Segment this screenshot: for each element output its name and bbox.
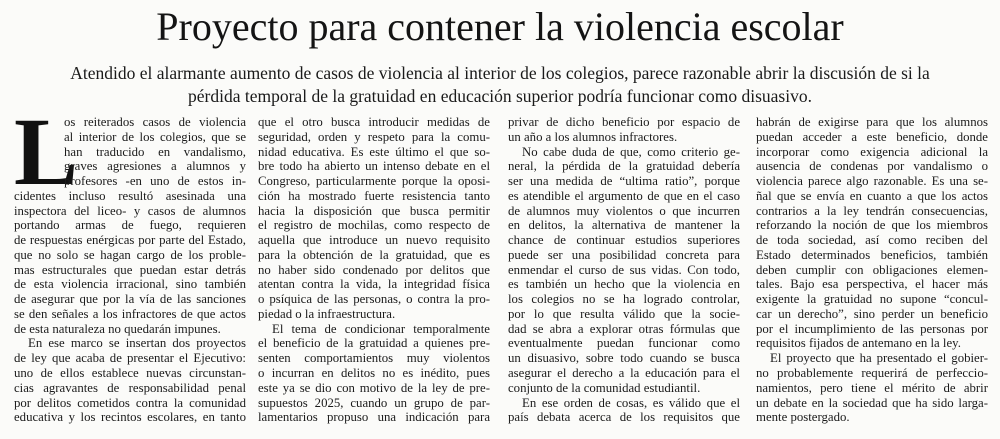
text-line: Estado determinados beneficios, también: [756, 247, 988, 262]
text-line: es atendible el argumento de que en el caso: [508, 188, 740, 203]
text-line: neral, la pérdida de la gratuidad debería: [508, 159, 740, 174]
text-line: El proyecto que ha presentado el gobier-: [770, 351, 988, 366]
text-line: en delitos, la alternativa de mantener la: [508, 218, 740, 233]
text-line: asegurar el derecho a la educación para el: [508, 366, 740, 381]
text-line: han traducido en vandalismo,: [64, 144, 246, 159]
text-line: graves agresiones a alumnos y: [64, 159, 246, 174]
text-line: puede ser una posibilidad concreta para: [508, 247, 740, 262]
text-line: un debate en la sociedad que ha sido larga-: [756, 395, 988, 410]
text-line: En ese marco se insertan dos proyectos: [28, 336, 246, 351]
text-line: no probablemente requerirá de perfeccio-: [756, 366, 988, 381]
text-line: incorporar como exigencia adicional la: [756, 144, 988, 159]
text-line: eventualmente puedan funcionar como: [508, 336, 740, 351]
text-line: deben cumplir con obligaciones elemen-: [756, 262, 988, 277]
text-line: privar de dicho beneficio por espacio de: [508, 115, 740, 129]
text-line: supuestos 2025, cuando un grupo de par-: [258, 395, 490, 410]
text-line: se den señales a los infractores de que actos: [14, 306, 246, 321]
text-line: namientos, pero tiene el mérito de abrir: [756, 380, 988, 395]
text-line: El tema de condicionar temporalmente: [272, 321, 490, 336]
text-line: que el otro busca introducir medidas de: [258, 115, 490, 129]
text-line: piedad o la infraestructura.: [258, 306, 396, 321]
text-line: ñal que se envía en cuanto a que los actos: [756, 188, 988, 203]
text-line: ausencia de condenas por vandalismo o: [756, 159, 988, 174]
text-line: de toda sociedad, así como reciben del: [756, 233, 988, 248]
text-line: de esta violencia irracional, sino también: [14, 277, 246, 292]
lead-line: pérdida temporal de la gratuidad en educación superior podría funcionar como disuasivo.: [188, 86, 812, 106]
text-line: mas estructurales que puedan estar detrás: [14, 262, 246, 277]
text-line: para la obtención de la gratuidad, que es: [258, 247, 490, 262]
drop-cap: L: [14, 98, 79, 205]
text-line: por delitos cometidos contra la comunidad: [14, 395, 246, 410]
text-line: habrán de exigirse para que los alumnos: [756, 115, 988, 129]
text-line: conjunto de la comunidad estudiantil.: [508, 380, 701, 395]
text-line: por el incumplimiento de las personas por: [756, 321, 988, 336]
text-line: mente postergado.: [756, 410, 850, 425]
text-line: ción ha mostrado fuerte resistencia tanto: [258, 188, 490, 203]
text-line: por lo que resulta válido que la socie-: [508, 306, 740, 321]
text-line: el beneficio de la gratuidad a quienes pre-: [258, 336, 490, 351]
article-column-2: [258, 115, 490, 439]
text-line: o psíquica de las personas, o contra la pro-: [258, 292, 490, 307]
text-line: o incurran en delitos no es inédito, pues: [258, 366, 490, 381]
text-line: car un derecho”, sino perder un beneficio: [756, 306, 988, 321]
text-line: cias agravantes de responsabilidad penal: [14, 380, 246, 395]
text-line: un año a los alumnos infractores.: [508, 129, 678, 144]
article-column-4: [756, 115, 988, 439]
text-line: de alumnos muy violentos o que incurren: [508, 203, 740, 218]
article-column-1: [14, 98, 246, 439]
text-line: puedan acceder a este beneficio, donde: [756, 129, 988, 144]
text-line: de ley que acaba de presentar el Ejecutivo:: [14, 351, 246, 366]
text-line: ser una medida de “ultima ratio”, porque: [508, 174, 740, 189]
text-line: educativa y los recintos escolares, en tanto: [14, 410, 246, 425]
text-line: nidad educativa. Es este último el que so-: [258, 144, 490, 159]
text-line: violencia parece algo razonable. Es una se-: [756, 174, 988, 189]
text-line: de asegurar que por la vía de las sanciones: [14, 292, 246, 307]
text-line: No cabe duda de que, como criterio ge-: [522, 144, 740, 159]
headline: Proyecto para contener la violencia escolar: [156, 4, 844, 49]
text-line: uno de ellos establece nuevas circunstan-: [14, 366, 246, 381]
text-line: senten comportamientos muy violentos: [258, 351, 490, 366]
text-line: portando armas de fuego, requieren: [14, 218, 246, 233]
text-line: contrarios a la ley tendrán consecuencias,: [756, 203, 988, 218]
text-line: seguridad, orden y respeto para la comu-: [258, 129, 490, 144]
text-line: país debata acerca de los requisitos que: [508, 410, 740, 425]
text-line: este ya se dio con motivo de la ley de pre-: [258, 380, 490, 395]
text-line: lamentarios propuso una indicación para: [258, 410, 490, 425]
text-line: un disuasivo, sobre todo cuando se busca: [508, 351, 740, 366]
text-line: tales. Bajo esa perspectiva, el hacer más: [756, 277, 988, 292]
text-line: dad se abra a explorar otras fórmulas que: [508, 321, 740, 336]
text-line: hacia la disposición que busca permitir: [258, 203, 490, 218]
text-line: no haber sido condenado por delitos que: [258, 262, 490, 277]
text-line: los colegios no se ha logrado controlar,: [508, 292, 740, 307]
lead-paragraph: [14, 62, 986, 108]
text-line: atentan contra la vida, la integridad física: [258, 277, 490, 292]
text-line: inspectora del liceo- y casos de alumnos: [14, 203, 246, 218]
text-line: chance de continuar estudios superiores: [508, 233, 740, 248]
text-line: enmendar el curso de sus vidas. Con todo,: [508, 262, 740, 277]
text-line: de esta naturaleza no quedarán impunes.: [14, 321, 221, 336]
text-line: En ese orden de cosas, es válido que el: [522, 395, 740, 410]
text-line: os reiterados casos de violencia: [64, 115, 246, 129]
text-line: al interior de los colegios, que se: [64, 129, 246, 144]
text-line: que no solo se hagan cargo de los proble-: [14, 247, 246, 262]
text-line: profesores -en uno de estos in-: [64, 174, 246, 189]
text-line: aquella que introduce un nuevo requisito: [258, 233, 490, 248]
text-line: reforzando la noción de que los miembros: [756, 218, 988, 233]
text-line: bre todo ha abierto un intenso debate en el: [258, 159, 490, 174]
text-line: exigente la gratuidad no supone “concul-: [756, 292, 988, 307]
text-line: requisitos fijados de antemano en la ley.: [756, 336, 961, 351]
text-line: es también un hecho que la violencia en: [508, 277, 740, 292]
text-line: Congreso, particularmente porque la oposi-: [258, 174, 490, 189]
text-line: cidentes incluso resultó asesinada una: [14, 188, 246, 203]
text-line: de respuestas enérgicas por parte del Estado,: [14, 233, 246, 248]
text-line: el registro de mochilas, como respecto de: [258, 218, 490, 233]
lead-line: Atendido el alarmante aumento de casos de violencia al interior de los colegios, parece razonable abrir la discusión de si la: [70, 63, 930, 83]
article-column-3: [508, 115, 740, 439]
